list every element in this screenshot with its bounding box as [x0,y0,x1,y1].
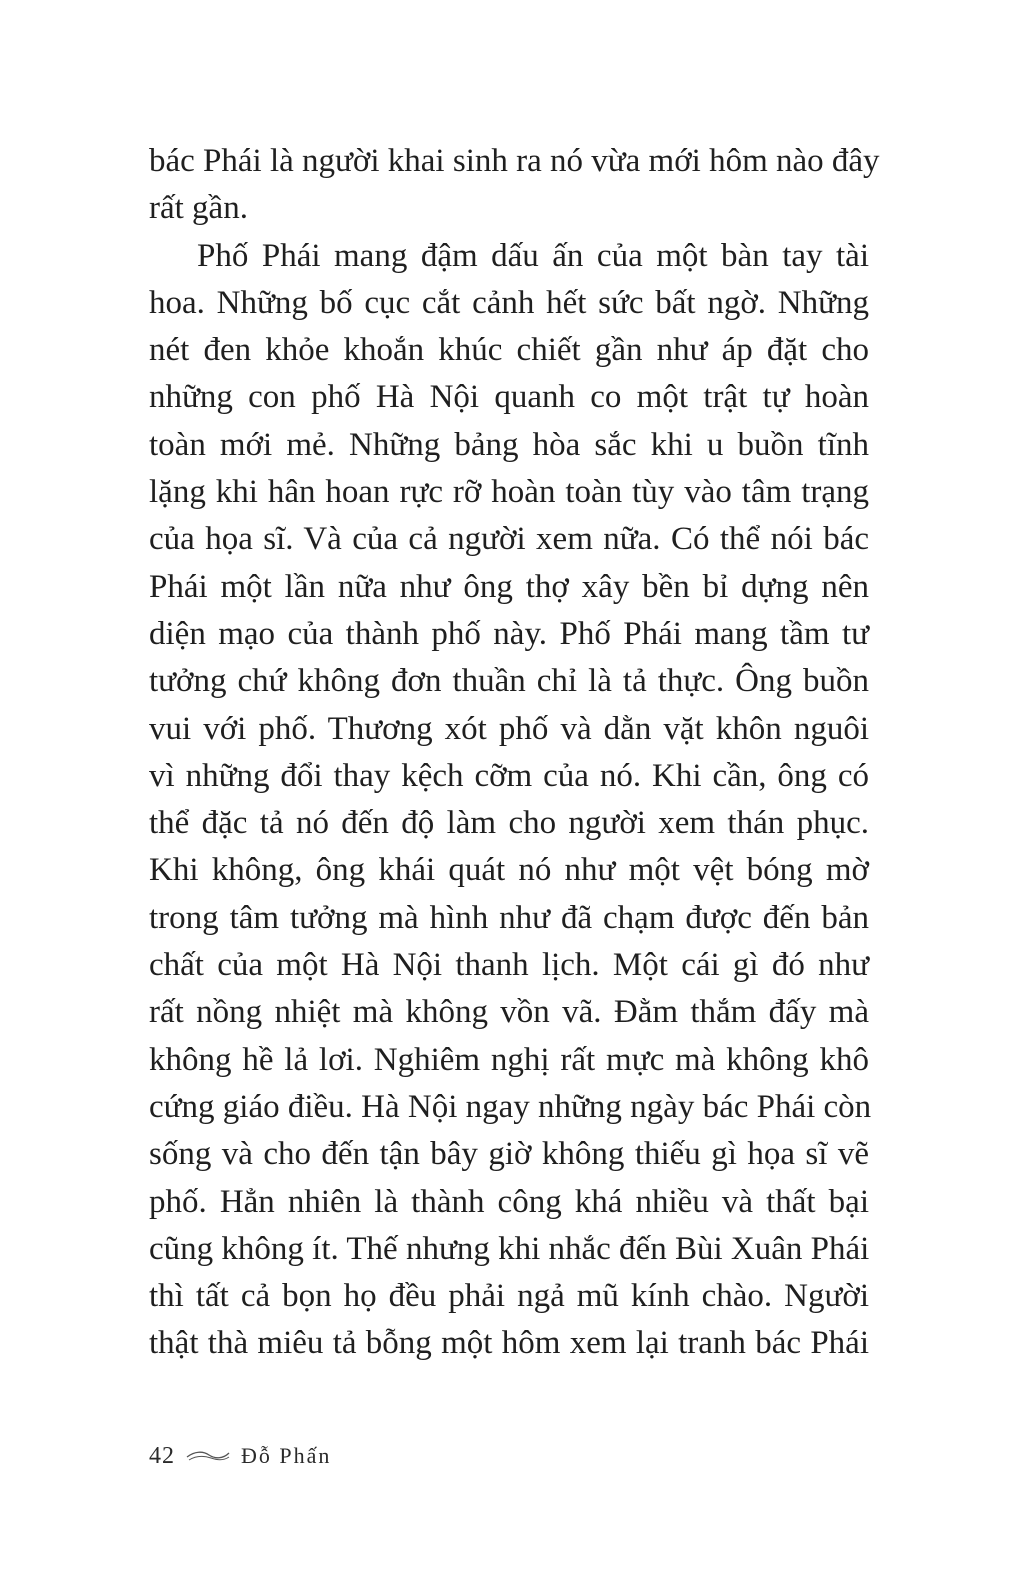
text-line: rất nồng nhiệt mà không vồn vã. Đằm thắm đấy mà [149,994,869,1031]
paragraph-2 [149,233,872,1368]
text-line: vì những đổi thay kệch cỡm của nó. Khi cần, ông có [149,757,869,794]
text-line: toàn mới mẻ. Những bảng hòa sắc khi u buồn tĩnh [149,426,869,463]
text-line: phố. Hẳn nhiên là thành công khá nhiều và thất bại [149,1183,869,1220]
text-line: Phái một lần nữa như ông thợ xây bền bỉ dựng nên [149,568,869,605]
text-line: chất của một Hà Nội thanh lịch. Một cái gì đó như [149,947,869,984]
text-line: sống và cho đến tận bây giờ không thiếu gì họa sĩ vẽ [149,1136,869,1173]
text-line: cũng không ít. Thế nhưng khi nhắc đến Bùi Xuân Phái [149,1230,870,1267]
page-number: 42 [149,1442,175,1469]
text-line: trong tâm tưởng mà hình như đã chạm được đến bản [149,899,869,936]
paragraph-1 [149,138,880,233]
text-line: những con phố Hà Nội quanh co một trật tự hoàn [149,379,869,416]
text-line: nét đen khỏe khoắn khúc chiết gần như áp đặt cho [149,332,869,369]
text-line: lặng khi hân hoan rực rỡ hoàn toàn tùy vào tâm trạng [149,474,869,511]
text-line: không hề lả lơi. Nghiêm nghị rất mực mà không khô [149,1041,869,1078]
text-line: thì tất cả bọn họ đều phải ngả mũ kính chào. Người [149,1278,869,1315]
text-line: của họa sĩ. Và của cả người xem nữa. Có thể nói bác [149,521,869,558]
text-line: thật thà miêu tả bỗng một hôm xem lại tranh bác Phái [149,1325,869,1362]
text-line: bác Phái là người khai sinh ra nó vừa mới hôm nào đây [149,143,880,179]
text-line: rất gần. [149,190,248,227]
page-footer [149,1440,331,1472]
text-line: Khi không, ông khái quát nó như một vệt bóng mờ [149,852,869,889]
text-line: diện mạo của thành phố này. Phố Phái mang tầm tư [149,615,869,652]
text-line: thể đặc tả nó đến độ làm cho người xem thán phục. [149,805,869,842]
text-line: cứng giáo điều. Hà Nội ngay những ngày bác Phái còn [149,1088,872,1125]
body-text [149,138,880,1368]
text-line: Phố Phái mang đậm dấu ấn của một bàn tay tài [197,237,869,274]
text-line: tưởng chứ không đơn thuần chỉ là tả thực. Ông buồn [149,663,869,700]
text-line: hoa. Những bố cục cắt cảnh hết sức bất ngờ. Những [149,284,869,321]
author-name: Đỗ Phấn [241,1443,332,1468]
swash-ornament-icon [185,1448,231,1464]
text-line: vui với phố. Thương xót phố và dằn vặt khôn nguôi [149,710,869,747]
